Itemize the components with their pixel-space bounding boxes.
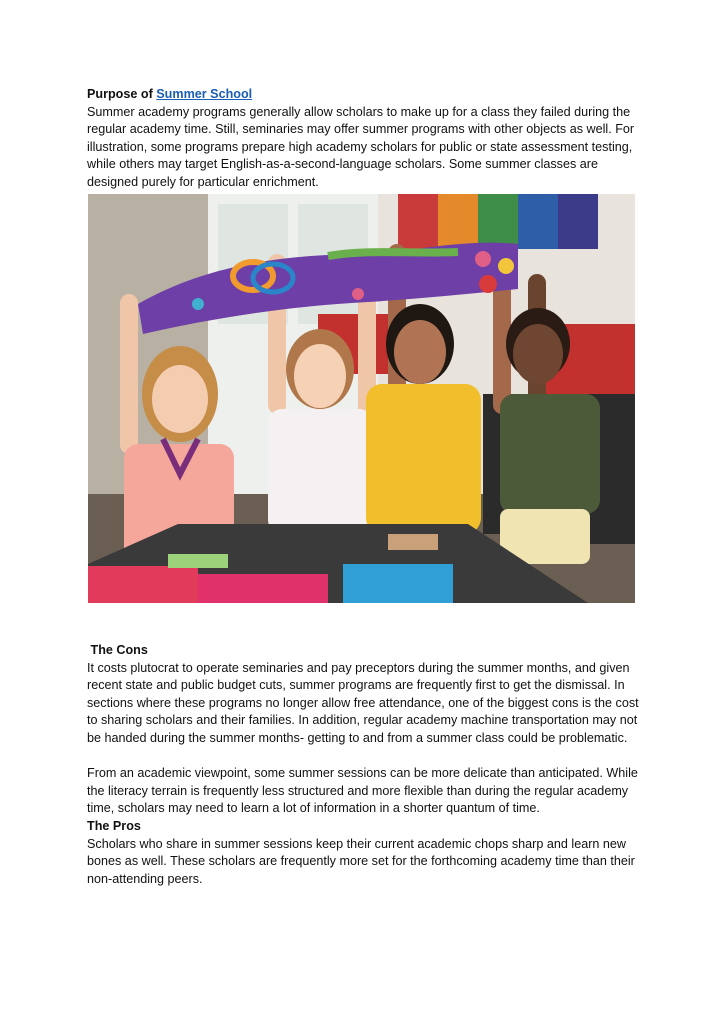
photo-rainbow-stripe <box>518 194 558 249</box>
photo-felt-brush <box>388 534 438 550</box>
banner-ribbon <box>328 252 458 256</box>
child2-shirt <box>268 409 373 534</box>
photo-rainbow-stripe <box>398 194 438 249</box>
child1-face <box>152 365 208 433</box>
photo-rainbow-stripe <box>438 194 478 249</box>
pros-paragraph: Scholars who share in summer sessions keep their current academic chops sharp and learn new bones as well. These scholars are frequently more set for the forthcoming academy time than their non-attending peers. <box>87 836 635 886</box>
cons-heading: The Cons <box>87 643 148 657</box>
purpose-section <box>87 86 639 192</box>
children-banner-photo <box>88 194 635 603</box>
child4-face <box>513 324 563 384</box>
child3-shirt <box>366 384 481 534</box>
cons-paragraph-2: From an academic viewpoint, some summer sessions can be more delicate than anticipated. While the literacy terrain is frequently less structured and more flexible than during the regular academy time, scholars may need to learn a lot of information in a shorter quantum of time. <box>87 766 638 816</box>
child3-face <box>394 320 446 384</box>
purpose-paragraph: Summer academy programs generally allow scholars to make up for a class they failed during the regular academy time. Still, seminaries may offer summer programs with other objects as well. For illustration, some programs prepare high academy scholars for public or state assessment testing, while others may target English-as-a-second-language scholars. Some summer classes are designed purely for particular enrichment. <box>87 104 635 189</box>
cons-pros-section <box>87 642 639 888</box>
banner-heart <box>475 251 491 267</box>
pros-heading: The Pros <box>87 818 141 833</box>
purpose-heading <box>87 86 639 104</box>
purpose-heading-prefix: Purpose of <box>87 87 153 101</box>
banner-heart <box>192 298 204 310</box>
photo-rainbow-stripe <box>478 194 518 249</box>
photo-felt-pink <box>198 574 328 603</box>
summer-school-link[interactable]: Summer School <box>156 87 253 101</box>
banner-heart <box>479 275 497 293</box>
cons-paragraph-1: It costs plutocrat to operate seminaries and pay preceptors during the summer months, and given recent state and public budget cuts, summer programs are frequently first to get the dismissal. In sections where these programs no longer allow free attendance, one of the biggest cons is the cost to sharing scholars and their families. In addition, regular academy machine transportation may not be handed during the summer months- getting to and from a summer class could be problematic. <box>87 660 639 745</box>
photo-felt-red <box>88 566 198 603</box>
photo-illustration <box>88 194 635 603</box>
child2-face <box>294 344 346 408</box>
child1-arm <box>120 294 138 454</box>
child4-top <box>500 394 600 514</box>
banner-heart <box>498 258 514 274</box>
photo-felt-green <box>168 554 228 568</box>
photo-felt-blue <box>343 564 453 603</box>
banner-heart <box>352 288 364 300</box>
paragraph-spacer <box>87 748 639 766</box>
